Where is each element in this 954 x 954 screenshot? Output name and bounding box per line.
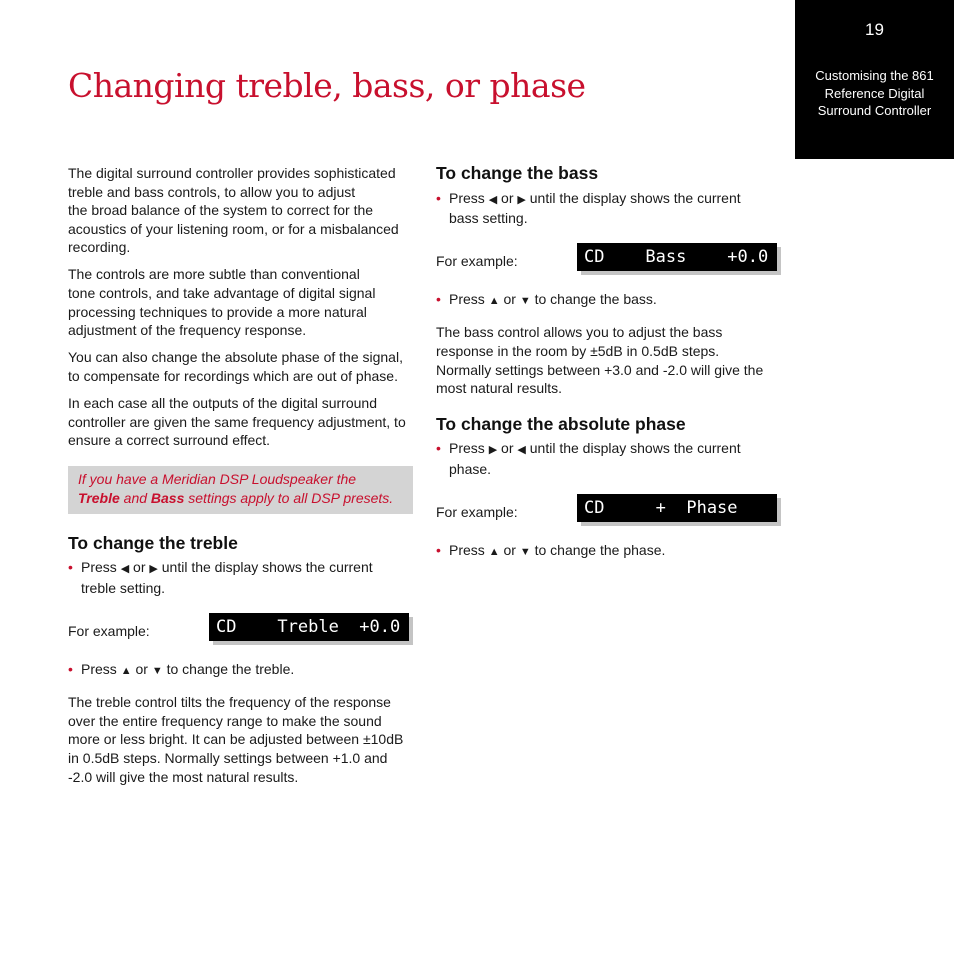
text-line: over the entire frequency range to make the sound: [68, 712, 382, 729]
example-label: For example:: [68, 622, 150, 639]
press-text: Press: [81, 559, 117, 576]
intro-paragraph-2: [68, 265, 413, 339]
phase-example: [436, 494, 782, 536]
page-title: Changing treble, bass, or phase: [68, 66, 586, 105]
text-line: tone controls, and take advantage of digital signal: [68, 285, 376, 302]
treble-step-1: [68, 558, 413, 597]
or-text: or: [501, 189, 514, 206]
bass-heading: To change the bass: [436, 163, 599, 183]
phase-step-1: [436, 439, 782, 478]
press-text: Press: [449, 189, 485, 206]
text-line: treble and bass controls, to allow you to adjust: [68, 183, 356, 200]
text-line: ensure a correct surround effect.: [68, 432, 271, 449]
text-line: Normally settings between +3.0 and -2.0 will give the: [436, 361, 764, 378]
example-label: For example:: [436, 503, 518, 520]
bass-step-2: [436, 290, 782, 311]
note-treble: Treble: [78, 489, 120, 506]
down-arrow-icon: ▼: [519, 545, 531, 558]
treble-description: [68, 693, 413, 786]
section-title-line: Surround Controller: [817, 103, 932, 118]
treble-step-2: [68, 660, 413, 681]
step-text: until the display shows the current: [529, 189, 741, 206]
or-text: or: [503, 541, 516, 558]
text-line: [449, 189, 782, 210]
text-line: The controls are more subtle than conventional: [68, 266, 360, 283]
down-arrow-icon: ▼: [519, 294, 531, 307]
section-title-line: Reference Digital: [824, 85, 925, 101]
phase-step-2: [436, 541, 782, 562]
bullet-icon: •: [436, 440, 441, 457]
intro-paragraph-1: [68, 164, 413, 257]
intro-paragraph-4: [68, 394, 413, 450]
left-arrow-icon: ◀: [517, 444, 526, 457]
bass-step-1: [436, 189, 782, 228]
left-arrow-icon: ◀: [488, 193, 498, 206]
text-line: The digital surround controller provides sophisticated: [68, 165, 396, 181]
text-line: The bass control allows you to adjust the bass: [436, 324, 723, 341]
text-line: treble setting.: [81, 580, 166, 596]
note-and: and: [123, 489, 148, 506]
step-text: to change the bass.: [534, 290, 657, 307]
treble-heading: To change the treble: [68, 532, 238, 553]
press-text: Press: [81, 660, 117, 677]
bullet-icon: •: [68, 559, 73, 576]
bass-description: [436, 323, 782, 397]
dsp-loudspeaker-note: [68, 466, 413, 514]
text-line: [449, 290, 782, 311]
bass-example: [436, 243, 782, 285]
step-text: until the display shows the current: [529, 440, 741, 457]
text-line: [449, 541, 782, 562]
press-text: Press: [449, 541, 485, 558]
press-text: Press: [449, 290, 485, 307]
press-text: Press: [449, 440, 485, 457]
or-text: or: [133, 559, 146, 576]
example-label: For example:: [436, 252, 518, 269]
section-title-line: Customising the 861: [815, 68, 934, 83]
text-line: acoustics of your listening room, or for a misbalanced: [68, 220, 399, 237]
text-line: processing techniques to provide a more natural: [68, 303, 367, 320]
or-text: or: [503, 290, 516, 307]
right-arrow-icon: ▶: [149, 563, 158, 576]
or-text: or: [135, 660, 148, 677]
bass-display: CD Bass +0.0: [577, 243, 777, 271]
up-arrow-icon: ▲: [120, 664, 132, 677]
text-line: phase.: [449, 460, 492, 477]
text-line: The treble control tilts the frequency of the response: [68, 694, 391, 711]
phase-heading: To change the absolute phase: [436, 413, 686, 434]
page-number: 19: [865, 20, 884, 39]
right-arrow-icon: ▶: [488, 444, 498, 457]
left-column: [68, 164, 413, 795]
text-line: most natural results.: [436, 380, 563, 397]
left-arrow-icon: ◀: [120, 563, 130, 576]
section-title: [799, 67, 950, 120]
text-line: the broad balance of the system to correct for the: [68, 202, 374, 219]
text-line: [81, 660, 413, 681]
step-text: to change the treble.: [166, 660, 295, 677]
text-line: to compensate for recordings which are out of phase.: [68, 367, 398, 384]
treble-example: [68, 613, 413, 655]
step-text: to change the phase.: [534, 541, 666, 558]
or-text: or: [501, 440, 514, 457]
text-line: In each case all the outputs of the digital surround: [68, 395, 377, 412]
text-line: in 0.5dB steps. Normally settings between +1.0 and: [68, 749, 388, 766]
treble-display: CD Treble +0.0: [209, 613, 409, 641]
intro-paragraph-3: [68, 348, 413, 385]
right-arrow-icon: ▶: [517, 193, 526, 206]
note-line: If you have a Meridian DSP Loudspeaker the: [78, 470, 357, 487]
note-bass: Bass: [150, 489, 185, 506]
text-line: controller are given the same frequency adjustment, to: [68, 413, 406, 430]
text-line: You can also change the absolute phase of the signal,: [68, 349, 403, 366]
bullet-icon: •: [436, 290, 441, 307]
phase-display: CD + Phase: [577, 494, 777, 522]
text-line: response in the room by ±5dB in 0.5dB steps.: [436, 342, 720, 359]
text-line: more or less bright. It can be adjusted between ±10dB: [68, 731, 404, 748]
text-line: [449, 439, 782, 460]
up-arrow-icon: ▲: [488, 545, 500, 558]
section-tab: [795, 0, 954, 159]
text-line: -2.0 will give the most natural results.: [68, 768, 299, 785]
text-line: recording.: [68, 239, 131, 256]
bullet-icon: •: [68, 660, 73, 677]
bullet-icon: •: [436, 541, 441, 558]
step-text: until the display shows the current: [161, 559, 373, 576]
bullet-icon: •: [436, 189, 441, 206]
text-line: adjustment of the frequency response.: [68, 322, 307, 339]
note-rest: settings apply to all DSP presets.: [188, 489, 394, 506]
note-line: [78, 489, 405, 508]
text-line: [81, 558, 413, 579]
text-line: bass setting.: [449, 210, 528, 227]
up-arrow-icon: ▲: [488, 294, 500, 307]
down-arrow-icon: ▼: [151, 664, 163, 677]
right-column: [436, 164, 782, 569]
